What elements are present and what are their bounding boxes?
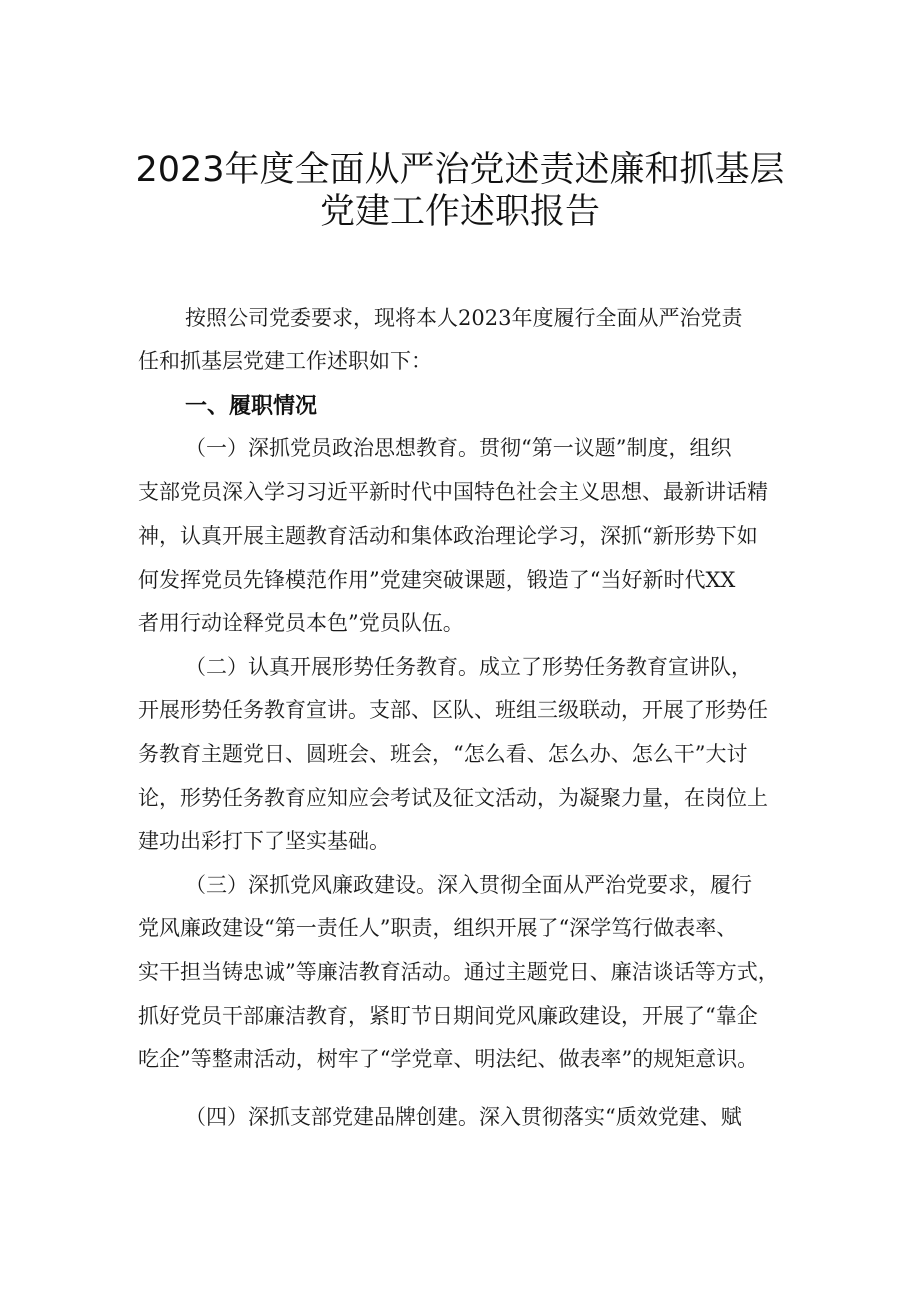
paragraph-line: 吃企”等整肃活动，树牢了“学党章、明法纪、做表率”的规矩意识。: [138, 1047, 759, 1071]
paragraph-line: 抓好党员干部廉洁教育，紧盯节日期间党风廉政建设，开展了“靠企: [138, 1004, 758, 1028]
paragraph-line: 何发挥党员先锋模范作用”党建突破课题，锻造了“当好新时代XX: [138, 568, 736, 592]
paragraph-line: 支部党员深入学习习近平新时代中国特色社会主义思想、最新讲话精: [138, 480, 768, 504]
paragraph-line: 实干担当铸忠诚”等廉洁教育活动。通过主题党日、廉洁谈话等方式，: [138, 960, 779, 984]
paragraph-line: 务教育主题党日、圆班会、班会，“怎么看、怎么办、怎么干”大讨: [138, 742, 748, 766]
paragraph-line: 者用行动诠释党员本色”党员队伍。: [138, 611, 464, 635]
paragraph-line: （三）深抓党风廉政建设。深入贯彻全面从严治党要求，履行: [185, 873, 752, 897]
paragraph-line: （一）深抓党员政治思想教育。贯彻“第一议题”制度，组织: [185, 436, 732, 460]
paragraph-line: （四）深抓支部党建品牌创建。深入贯彻落实“质效党建、赋: [185, 1105, 742, 1129]
paragraph-line: 党风廉政建设“第一责任人”职责，组织开展了“深学笃行做表率、: [138, 916, 738, 940]
paragraph-line: 建功出彩打下了坚实基础。: [138, 829, 390, 853]
intro-line: 按照公司党委要求，现将本人2023年度履行全面从严治党责: [185, 306, 743, 330]
document-title-line-1: 2023年度全面从严治党述责述廉和抓基层: [135, 150, 785, 190]
section-heading: 一、履职情况: [185, 394, 318, 419]
intro-line: 任和抓基层党建工作述职如下：: [138, 349, 432, 373]
paragraph-line: （二）认真开展形势任务教育。成立了形势任务教育宣讲队，: [185, 655, 752, 679]
paragraph-line: 论，形势任务教育应知应会考试及征文活动，为凝聚力量，在岗位上: [138, 786, 768, 810]
document-title-line-2: 党建工作述职报告: [319, 192, 600, 232]
paragraph-line: 开展形势任务教育宣讲。支部、区队、班组三级联动，开展了形势任: [138, 698, 768, 722]
paragraph-line: 神，认真开展主题教育活动和集体政治理论学习，深抓“新形势下如: [138, 524, 758, 548]
